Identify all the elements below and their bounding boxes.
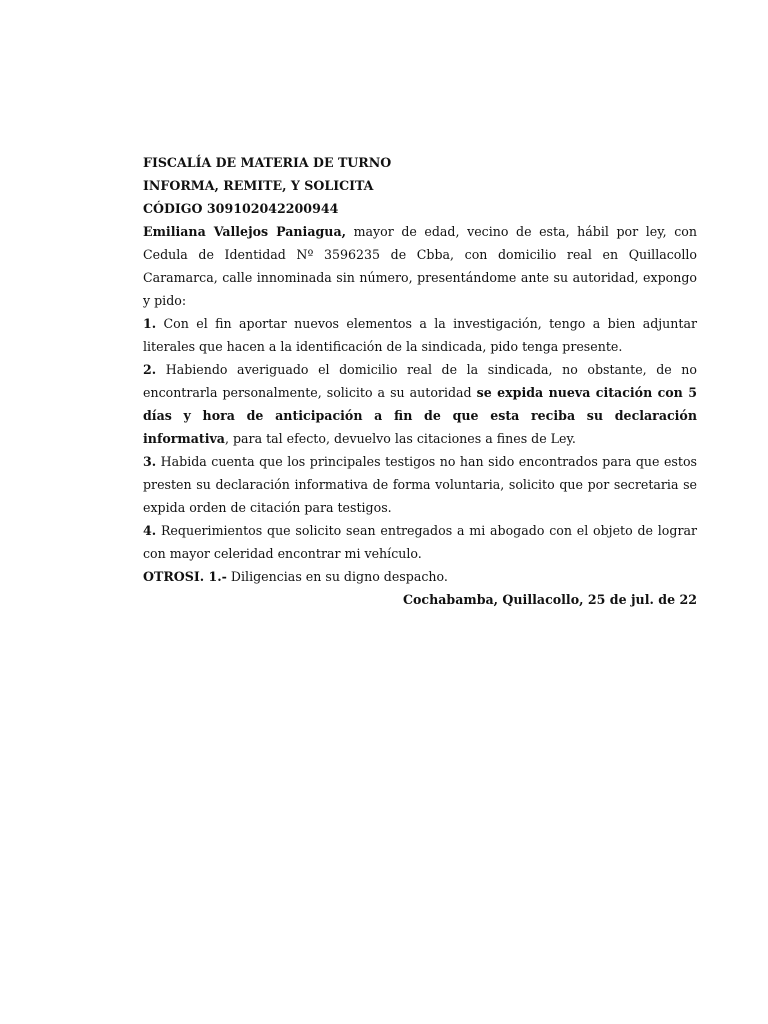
header-line-2: INFORMA, REMITE, Y SOLICITA (143, 178, 374, 193)
item-2-number: 2. (143, 362, 157, 377)
header-line-3: CÓDIGO 309102042200944 (143, 201, 339, 216)
item-4 (143, 519, 697, 565)
item-1-text: Con el fin aportar nuevos elementos a la investigación, tengo a bien adjuntar literales que hacen a la identificación de la sindicada, pido tenga presente. (143, 316, 697, 354)
intro-paragraph (143, 220, 697, 312)
item-2-text-after: , para tal efecto, devuelvo las citaciones a fines de Ley. (224, 431, 576, 446)
otrosi-label: OTROSI. 1.- (143, 569, 227, 584)
item-3 (143, 450, 697, 519)
signoff-place-date: Cochabamba, Quillacollo, 25 de jul. de 22 (403, 592, 697, 607)
item-4-text: Requerimientos que solicito sean entregados a mi abogado con el objeto de lograr con mayor celeridad encontrar mi vehículo. (143, 523, 697, 561)
item-3-text: Habida cuenta que los principales testigos no han sido encontrados para que estos presten su declaración informativa de forma voluntaria, solicito que por secretaria se expida orden de citación para testigos. (143, 454, 697, 515)
header-line-1: FISCALÍA DE MATERIA DE TURNO (143, 155, 392, 170)
petitioner-name: Emiliana Vallejos Paniagua, (143, 224, 346, 239)
document-body (143, 151, 697, 611)
item-2 (143, 358, 697, 450)
otrosi-line (143, 565, 697, 588)
otrosi-text: Diligencias en su digno despacho. (226, 569, 448, 584)
item-2-text-before: Habiendo averiguado el domicilio real de la sindicada, no obstante, de no encontrarla personalmente, solicito a su autoridad (143, 362, 697, 400)
item-4-number: 4. (143, 523, 157, 538)
item-1-number: 1. (143, 316, 157, 331)
item-3-number: 3. (143, 454, 157, 469)
item-1 (143, 312, 697, 358)
intro-text: mayor de edad, vecino de esta, hábil por ley, con Cedula de Identidad Nº 3596235 de Cbba, con domicilio real en Quillacollo Caramarca, calle innominada sin número, presentándome ante su autoridad, expongo y pido: (143, 224, 697, 308)
item-2-bold-request: se expida nueva citación con 5 días y hora de anticipación a fin de que esta reciba su declaración informativa (143, 385, 697, 446)
